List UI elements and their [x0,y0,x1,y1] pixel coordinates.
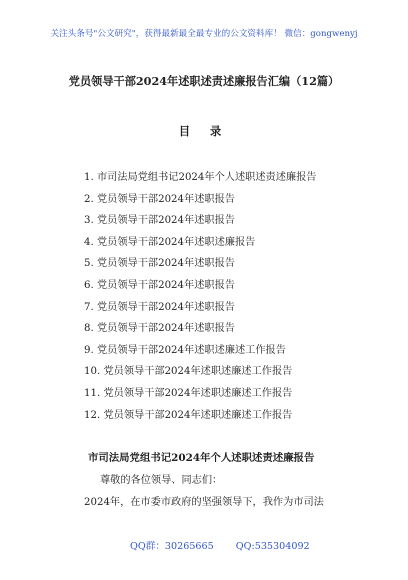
qq-group: QQ群：30265665 [130,541,214,552]
toc-item: 1. 市司法局党组书记2024年个人述职述责述廉报告 [84,172,317,183]
toc-item: 11. 党员领导干部2024年述职述廉述工作报告 [84,387,293,399]
toc-item: 10. 党员领导干部2024年述职述廉述工作报告 [84,366,293,378]
toc-item: 2. 党员领导干部2024年述职报告 [84,193,235,205]
toc-item: 6. 党员领导干部2024年述职报告 [84,279,235,291]
body-paragraph: 2024年，在市委市政府的坚强领导下，我作为市司法 [84,497,324,508]
qq-number: QQ:535304092 [235,541,310,552]
toc-item: 8. 党员领导干部2024年述职报告 [84,323,235,335]
document-title: 党员领导干部2024年述职述责述廉报告汇编（12篇） [68,74,340,88]
toc-item: 5. 党员领导干部2024年述职报告 [84,258,235,270]
header-notice: 关注头条号"公文研究"，获得最新最全最专业的公文资料库！ 微信：gongwenyj [50,29,358,39]
table-of-contents [84,170,316,429]
footer-contact [130,538,310,552]
section-title: 市司法局党组书记2024年个人述职述责述廉报告 [88,452,315,464]
greeting-paragraph: 尊敬的各位领导、同志们： [100,475,223,486]
toc-item: 3. 党员领导干部2024年述职报告 [84,215,235,227]
toc-item: 7. 党员领导干部2024年述职报告 [84,301,235,313]
toc-heading: 目 录 [178,124,230,138]
toc-item: 12. 党员领导干部2024年述职述廉述工作报告 [84,409,293,421]
toc-item: 4. 党员领导干部2024年述职述廉报告 [84,236,256,248]
toc-item: 9. 党员领导干部2024年述职述廉述工作报告 [84,344,286,356]
